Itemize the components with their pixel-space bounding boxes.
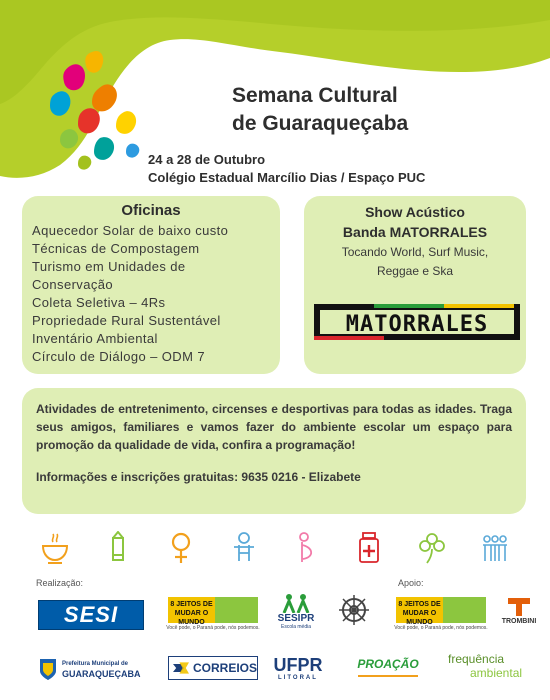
oficina-item: Conservação — [32, 277, 113, 292]
prefeitura-line1: Prefeitura Municipal de — [62, 661, 129, 667]
child-icon — [229, 531, 259, 565]
oficina-item: Aquecedor Solar de baixo custo — [32, 223, 229, 238]
info-contact: Informações e inscrições gratuitas: 9635 0216 - Elizabete — [36, 470, 361, 484]
event-date: 24 a 28 de Outubro — [148, 152, 266, 167]
oito-jeitos-tagline: Você pode, o Paraná pode, nós podemos. — [394, 625, 488, 631]
show-title: Show Acústico — [365, 204, 465, 220]
oito-jeitos-tagline: Você pode, o Paraná pode, nós podemos. — [166, 625, 260, 631]
sesi-pr-text: SESIPR — [277, 612, 315, 624]
sesi-pr-sub: Escola média — [280, 623, 311, 630]
festival-splash-logo — [40, 40, 160, 180]
oficinas-list — [32, 222, 270, 366]
oito-jeitos-logo-1 — [168, 594, 258, 634]
medicine-bottle-icon — [354, 531, 384, 565]
sesi-logo-text: SESI — [63, 602, 119, 627]
oito-jeitos-line2: MUDAR O MUNDO — [174, 610, 209, 626]
band-name: Banda MATORRALES — [342, 224, 488, 240]
band-logo-text: MATORRALES — [345, 312, 489, 337]
trombini-mark-icon — [506, 596, 532, 618]
prefeitura-line2: GUARAQUEÇABA — [62, 669, 141, 679]
oficina-item: Coleta Seletiva – 4Rs — [32, 295, 166, 310]
correios-text: CORREIOS — [192, 661, 257, 675]
music-styles-line1: Tocando World, Surf Music, — [341, 245, 489, 259]
trombini-logo — [494, 590, 544, 630]
trombini-text: TROMBINI — [501, 617, 537, 625]
oito-jeitos-line1: 8 JEITOS DE — [398, 601, 441, 608]
ufpr-logo — [272, 648, 324, 688]
wheel-emblem-logo — [334, 590, 374, 630]
oito-jeitos-line2: MUDAR O MUNDO — [402, 610, 437, 626]
sesi-pr-logo — [270, 590, 322, 632]
frequencia-ambiental-logo — [448, 648, 544, 684]
matorrales-band-logo — [314, 302, 520, 342]
event-location: Colégio Estadual Marcílio Dias / Espaço PUC — [148, 170, 426, 185]
pencil-icon — [103, 531, 133, 565]
oficina-item: Inventário Ambiental — [32, 331, 158, 346]
goals-icons-row — [40, 530, 510, 566]
oficina-item: Turismo em Unidades de — [32, 259, 186, 274]
apoio-label: Apoio: — [398, 578, 424, 588]
prefeitura-logo — [38, 654, 146, 684]
proacao-text: PROAÇÃO — [357, 657, 419, 671]
show-panel — [304, 196, 526, 374]
correios-logo — [168, 656, 258, 680]
event-title-line1: Semana Cultural — [232, 84, 398, 107]
oficinas-title: Oficinas — [121, 202, 181, 219]
pregnant-woman-icon — [291, 531, 321, 565]
info-description: Atividades de entretenimento, circenses e desportivas para todas as idades. Traga seus amigos, familiares e vamos fazer do ambiente escolar um espaço para promoção da qualidade de vida, confira a programação! — [36, 402, 512, 452]
people-group-icon — [480, 531, 510, 565]
music-styles-line2: Reggae e Ska — [376, 264, 454, 278]
bowl-icon — [40, 531, 70, 565]
sesi-pr-figures-icon — [281, 593, 311, 613]
ufpr-sub: LITORAL — [278, 675, 318, 681]
clover-icon — [417, 531, 447, 565]
info-panel — [22, 388, 526, 514]
frequencia-line2: ambiental — [470, 666, 523, 680]
event-date-location — [148, 151, 425, 187]
event-title — [232, 82, 408, 138]
sesi-logo — [38, 600, 144, 630]
realizacao-label: Realização: — [36, 578, 84, 588]
female-symbol-icon — [166, 531, 196, 565]
event-title-line2: de Guaraqueçaba — [232, 112, 409, 135]
ship-wheel-icon — [337, 593, 371, 627]
correios-arrows-icon — [173, 661, 189, 675]
oficina-item: Técnicas de Compostagem — [32, 241, 200, 256]
municipal-shield-icon — [38, 657, 58, 681]
oficinas-panel — [22, 196, 280, 374]
frequencia-line1: frequência — [448, 652, 505, 666]
oficina-item: Propriedade Rural Sustentável — [32, 313, 221, 328]
oito-jeitos-logo-2 — [396, 594, 486, 634]
ufpr-text: UFPR — [273, 655, 323, 675]
oficina-item: Círculo de Diálogo – ODM 7 — [32, 349, 205, 364]
oito-jeitos-line1: 8 JEITOS DE — [170, 601, 213, 608]
proacao-logo — [348, 650, 428, 684]
